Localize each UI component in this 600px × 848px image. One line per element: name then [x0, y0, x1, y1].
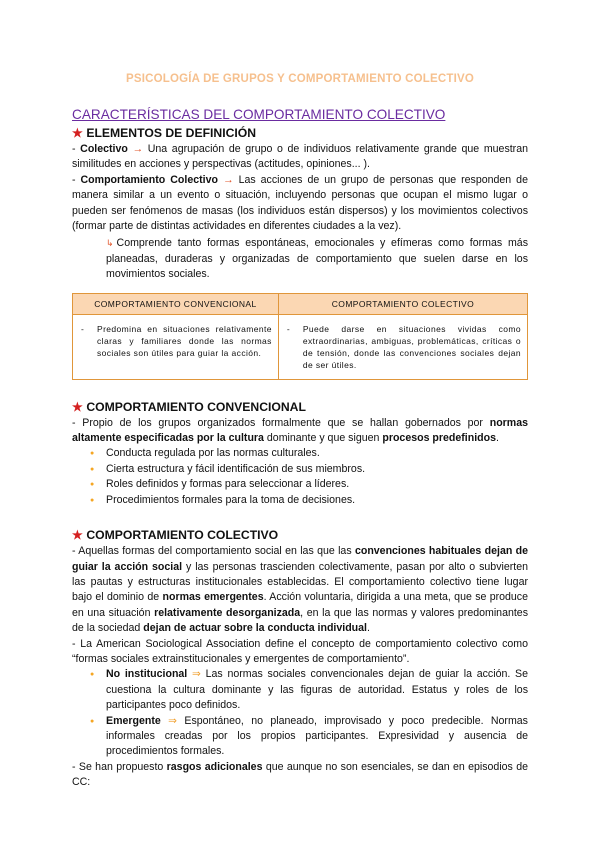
list-item: ● Conducta regulada por las normas culturales. — [90, 446, 528, 461]
list-item: ● No institucional ⇒ Las normas sociales convencionales dejan de guiar la acción. Se cuestiona la cultura dominante y las figuras de autoridad. Estatus y roles de los participantes poco definidos. — [90, 667, 528, 713]
page-header-title: PSICOLOGÍA DE GRUPOS Y COMPORTAMIENTO COLECTIVO — [125, 73, 475, 85]
hook-arrow-icon: ↳ — [106, 238, 114, 249]
list-item: ● Roles definidos y formas para seleccionar a líderes. — [90, 477, 528, 492]
comparison-table — [72, 293, 528, 380]
colectivo-definition: - Colectivo → Una agrupación de grupo o de individuos relativamente grande que muestran similitudes en acciones y perspectivas (actitudes, opiniones... ). — [72, 143, 528, 171]
convencional-list — [90, 446, 528, 508]
table-cell-colectivo: - Puede darse en situaciones vividas como extraordinarias, ambiguas, problemáticas, críticas o de tensión, donde las convenciones sociales dejan de ser útiles. — [278, 314, 527, 379]
document-body — [72, 106, 528, 791]
comportamiento-colectivo-definition: - Comportamiento Colectivo → Las acciones de un grupo de personas que responden de manera similar a un evento o situación, incluyendo personas que ocupan el mismo lugar o pueden ser fenómenos de masas (los individuos están dispersos) y los movimientos colectivos (formar parte de distintas actividades en diferentes ciudades a la vez). — [72, 173, 528, 233]
colectivo-paragraph: - Aquellas formas del comportamiento social en las que las convenciones habituales dejan de guiar la acción social y las personas trascienden colectivamente, pasan por alto o subvierten las pautas y estructuras institucionales establecidas. El comportamiento colectivo tiene lugar bajo el dominio de normas emergentes. Acción voluntaria, dirigida a una meta, que se produce en una situación relativamente desorganizada, en la que las normas y valores predominantes de la sociedad dejan de actuar sobre la conducta individual. — [72, 545, 529, 635]
asa-paragraph: - La American Sociological Association define el concepto de comportamiento colectivo como “formas sociales extrainstitucionales y emergentes de comportamiento”. — [72, 637, 528, 665]
list-item: ● Cierta estructura y fácil identificación de sus miembros. — [90, 462, 528, 477]
convencional-paragraph: - Propio de los grupos organizados formalmente que se hallan gobernados por normas altamente especificadas por la cultura dominante y que siguen procesos predefinidos. — [72, 416, 528, 445]
double-arrow-icon: ⇒ — [192, 668, 201, 681]
colectivo-heading: ★ COMPORTAMIENTO COLECTIVO — [72, 528, 279, 543]
right-arrow-icon: → — [132, 143, 144, 155]
definitions-heading: ★ ELEMENTOS DE DEFINICIÓN — [72, 126, 257, 140]
star-icon: ★ — [72, 399, 83, 414]
convencional-section — [72, 399, 528, 508]
colectivo-features-list — [90, 667, 528, 759]
table-header-colectivo: COMPORTAMIENTO COLECTIVO — [278, 293, 527, 314]
right-arrow-icon: → — [222, 173, 234, 186]
list-item: ● Emergente ⇒ Espontáneo, no planeado, improvisado y poco predecible. Normas informales creadas por los propios participantes. Expresividad y ausencia de procedimientos formales. — [90, 714, 528, 760]
additional-traits-paragraph: - Se han propuesto rasgos adicionales que aunque no son esenciales, se dan en episodios de CC: — [72, 760, 528, 789]
convencional-heading: ★ COMPORTAMIENTO CONVENCIONAL — [72, 399, 306, 414]
main-title: CARACTERÍSTICAS DEL COMPORTAMIENTO COLECTIVO — [72, 107, 446, 122]
double-arrow-icon: ⇒ — [168, 714, 178, 727]
colectivo-section — [72, 527, 528, 791]
definition-subnote: ↳ Comprende tanto formas espontáneas, emocionales y efímeras como formas más planeadas, duraderas y organizadas de comportamiento que suelen darse en los movimientos sociales. — [106, 237, 528, 281]
table-header-convencional: COMPORTAMIENTO CONVENCIONAL — [73, 293, 279, 314]
list-item: ● Procedimientos formales para la toma de decisiones. — [90, 493, 528, 508]
table-cell-convencional: - Predomina en situaciones relativamente claras y familiares donde las normas sociales son útiles para guiar la acción. — [73, 314, 279, 379]
star-icon: ★ — [72, 126, 83, 140]
star-icon: ★ — [72, 528, 83, 543]
